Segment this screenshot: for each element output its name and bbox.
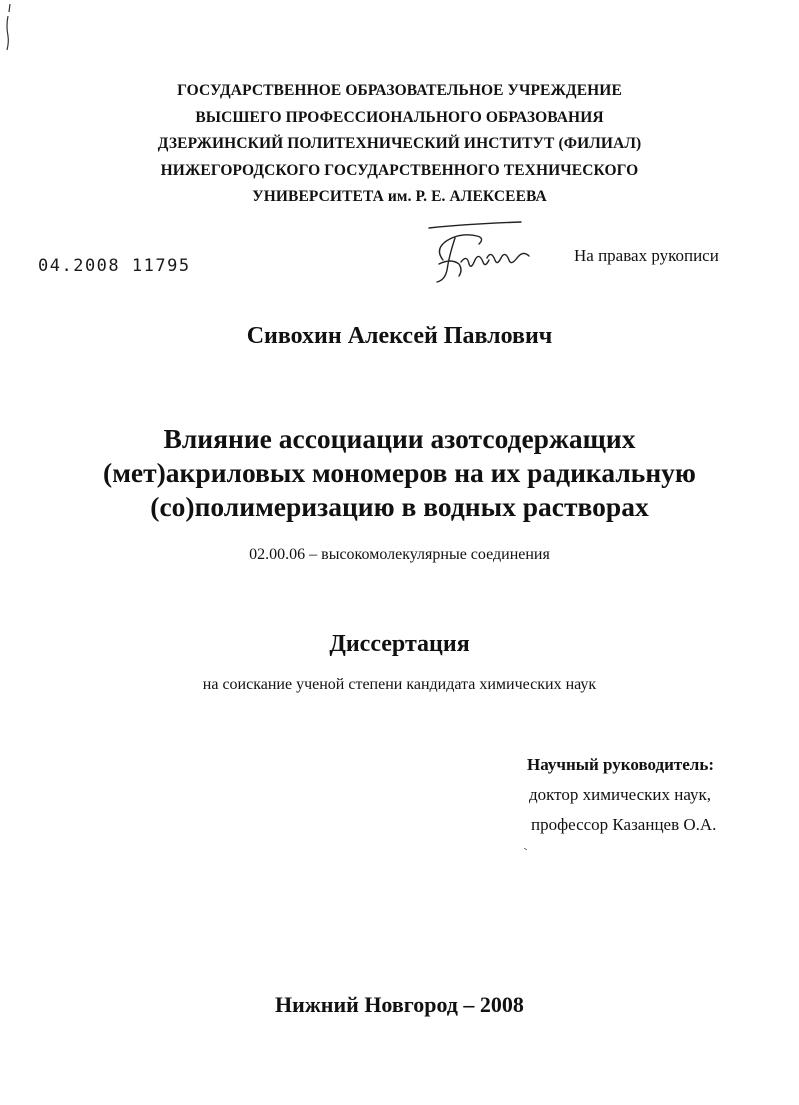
institution-header (0, 78, 799, 211)
supervisor-name: профессор Казанцев О.А. (531, 815, 717, 834)
institution-line-3: ДЗЕРЖИНСКИЙ ПОЛИТЕХНИЧЕСКИЙ ИНСТИТУТ (ФИЛИАЛ) (157, 135, 642, 152)
title-line-3: (со)полимеризацию в водных растворах (150, 491, 649, 522)
title-line-1: Влияние ассоциации азотсодержащих (163, 423, 636, 454)
city-year: Нижний Новгород – 2008 (275, 992, 524, 1017)
rights-note: На правах рукописи (574, 246, 719, 265)
institution-line-2: ВЫСШЕГО ПРОФЕССИОНАЛЬНОГО ОБРАЗОВАНИЯ (195, 108, 604, 126)
degree-description: на соискание ученой степени кандидата химических наук (202, 676, 597, 693)
specialty-code: 02.00.06 – высокомолекулярные соединения (249, 546, 550, 563)
pen-mark-icon (4, 2, 14, 52)
handwritten-signature-icon (425, 220, 535, 286)
supervisor-block (527, 750, 716, 840)
document-type: Диссертация (329, 631, 470, 657)
supervisor-heading: Научный руководитель: (527, 755, 714, 774)
supervisor-title: доктор химических наук, (529, 785, 712, 804)
institution-line-1: ГОСУДАРСТВЕННОЕ ОБРАЗОВАТЕЛЬНОЕ УЧРЕЖДЕНИЕ (177, 82, 622, 99)
dissertation-title (0, 422, 799, 524)
institution-line-5: УНИВЕРСИТЕТА им. Р. Е. АЛЕКСЕЕВА (252, 188, 547, 205)
author-name: Сивохин Алексей Павлович (246, 323, 553, 349)
institution-line-4: НИЖЕГОРОДСКОГО ГОСУДАРСТВЕННОГО ТЕХНИЧЕСКОГО (160, 161, 639, 179)
title-line-2: (мет)акриловых мономеров на их радикальную (103, 457, 696, 488)
scan-speck (524, 848, 527, 850)
archive-number: 04.2008 11795 (38, 256, 191, 276)
